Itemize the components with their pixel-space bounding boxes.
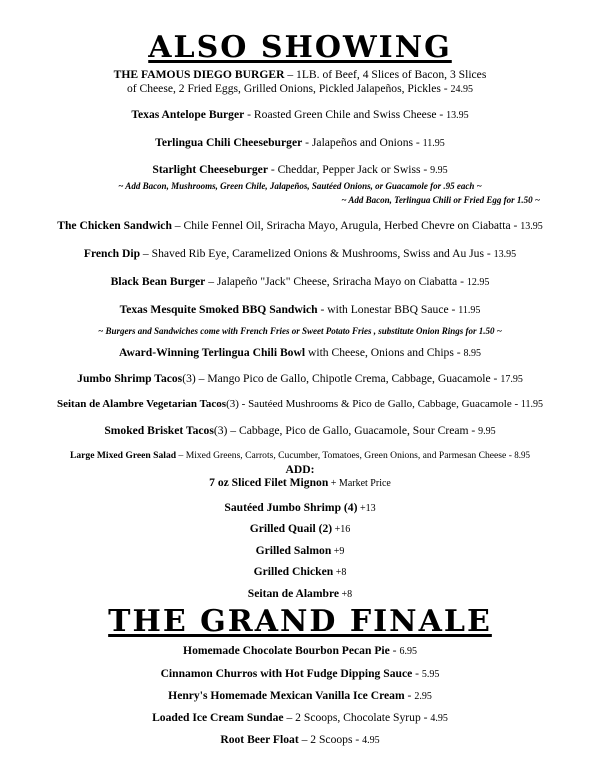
- menu-item: Black Bean Burger – Jalapeño "Jack" Cheese, Sriracha Mayo on Ciabatta - 12.95: [110, 275, 490, 288]
- add-option: Grilled Quail (2) +16: [249, 522, 351, 535]
- menu-item: of Cheese, 2 Fried Eggs, Grilled Onions, Pickled Jalapeños, Pickles - 24.95: [126, 82, 474, 95]
- dessert-item: Cinnamon Churros with Hot Fudge Dipping Sauce - 5.95: [160, 667, 440, 680]
- menu-item: Terlingua Chili Cheeseburger - Jalapeños and Onions - 11.95: [155, 136, 445, 149]
- dessert-item: Root Beer Float – 2 Scoops - 4.95: [220, 733, 380, 746]
- menu-note: ~ Add Bacon, Mushrooms, Green Chile, Jalapeños, Sautéed Onions, or Guacamole for .95 each ~: [118, 181, 482, 191]
- add-label: ADD:: [285, 463, 315, 476]
- add-option: Grilled Salmon +9: [255, 544, 345, 557]
- menu-item: Starlight Cheeseburger - Cheddar, Pepper Jack or Swiss - 9.95: [152, 163, 448, 176]
- menu-item: Seitan de Alambre Vegetarian Tacos(3) - Sautéed Mushrooms & Pico de Gallo, Cabbage, Guacamole - 11.95: [56, 398, 544, 410]
- menu-note: ~ Burgers and Sandwiches come with French Fries or Sweet Potato Fries , substitute Onion Rings for 1.50 ~: [98, 326, 502, 336]
- menu-item: French Dip – Shaved Rib Eye, Caramelized Onions & Mushrooms, Swiss and Au Jus - 13.95: [83, 247, 517, 260]
- add-option: Sautéed Jumbo Shrimp (4) +13: [224, 501, 376, 514]
- menu-item: Smoked Brisket Tacos(3) – Cabbage, Pico de Gallo, Guacamole, Sour Cream - 9.95: [104, 424, 496, 437]
- menu-item: THE FAMOUS DIEGO BURGER – 1LB. of Beef, 4 Slices of Bacon, 3 Slices: [113, 68, 487, 81]
- menu-item: Jumbo Shrimp Tacos(3) – Mango Pico de Gallo, Chipotle Crema, Cabbage, Guacamole - 17.95: [77, 372, 523, 385]
- add-option: Seitan de Alambre +8: [247, 587, 353, 600]
- add-option: Grilled Chicken +8: [253, 565, 347, 578]
- menu-item: Texas Mesquite Smoked BBQ Sandwich - with Lonestar BBQ Sauce - 11.95: [119, 303, 481, 316]
- dessert-item: Henry's Homemade Mexican Vanilla Ice Cream - 2.95: [168, 689, 432, 702]
- menu-item: Award-Winning Terlingua Chili Bowl with Cheese, Onions and Chips - 8.95: [118, 346, 482, 359]
- grand-finale-heading: THE GRAND FINALE: [108, 604, 492, 639]
- menu-note: ~ Add Bacon, Terlingua Chili or Fried Egg for 1.50 ~: [341, 195, 540, 205]
- add-option: 7 oz Sliced Filet Mignon + Market Price: [209, 476, 391, 489]
- menu-item: The Chicken Sandwich – Chile Fennel Oil, Sriracha Mayo, Arugula, Herbed Chevre on Ciabatta - 13.95: [57, 219, 543, 232]
- menu-item: Large Mixed Green Salad – Mixed Greens, Carrots, Cucumber, Tomatoes, Green Onions, and Parmesan Cheese - 8.95: [69, 450, 531, 461]
- also-showing-heading: ALSO SHOWING: [148, 30, 452, 65]
- menu-item: Texas Antelope Burger - Roasted Green Chile and Swiss Cheese - 13.95: [131, 108, 469, 121]
- dessert-item: Homemade Chocolate Bourbon Pecan Pie - 6.95: [183, 644, 417, 657]
- dessert-item: Loaded Ice Cream Sundae – 2 Scoops, Chocolate Syrup - 4.95: [152, 711, 448, 724]
